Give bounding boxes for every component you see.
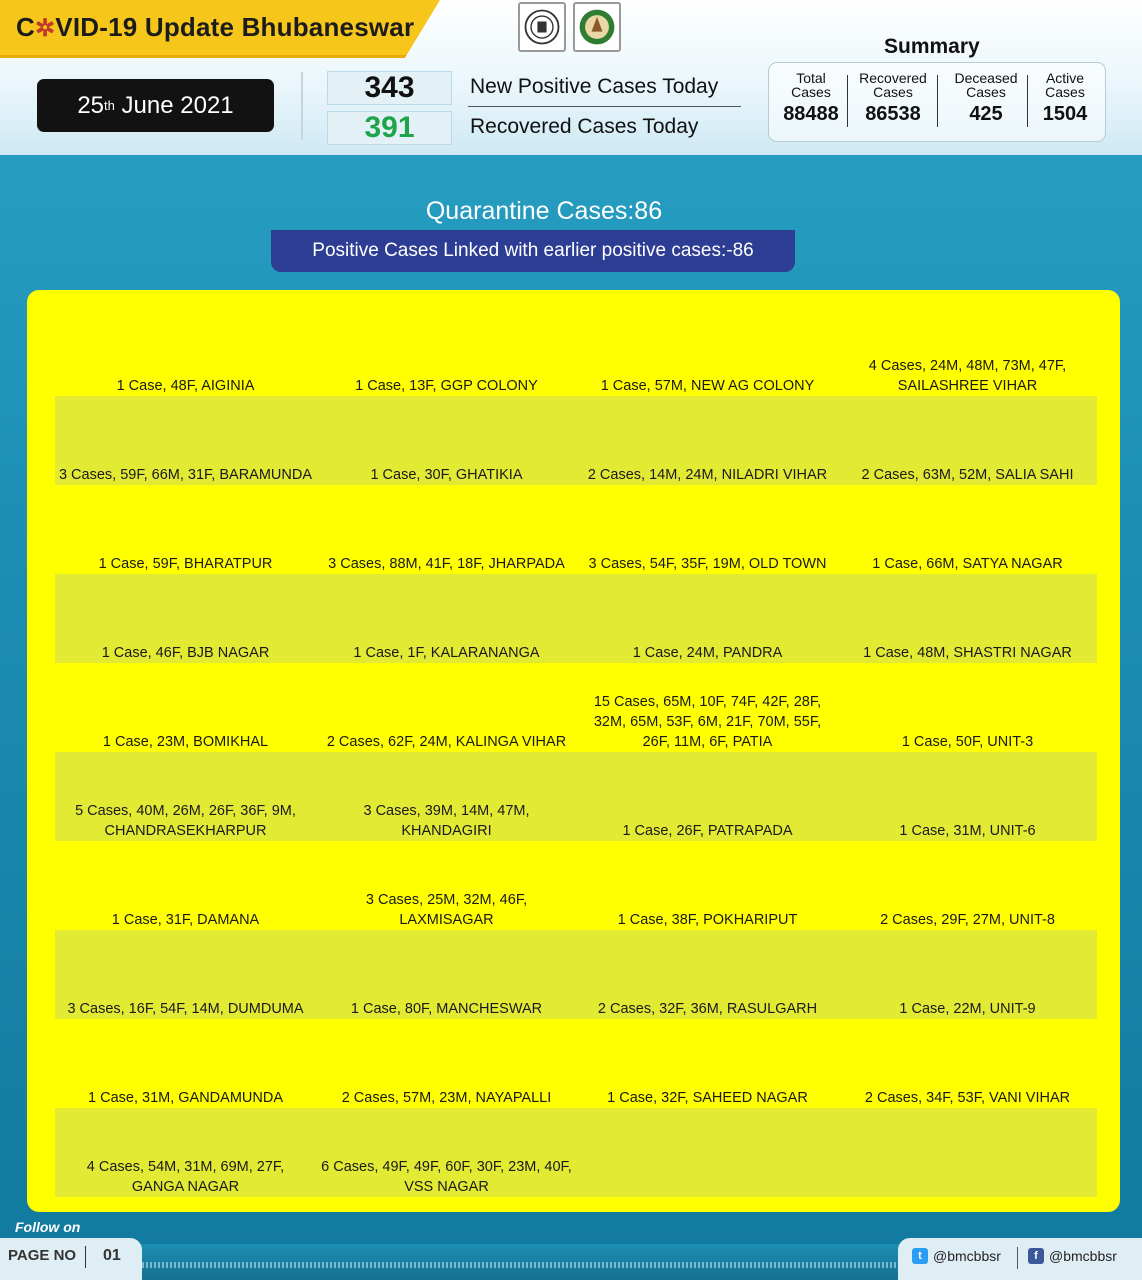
case-cell: 1 Case, 26F, PATRAPADA [577, 752, 838, 841]
case-cell: 2 Cases, 63M, 52M, SALIA SAHI [838, 396, 1097, 485]
case-cell: 5 Cases, 40M, 26M, 26F, 36F, 9M, CHANDRASEKHARPUR [55, 752, 316, 841]
case-cell: 1 Case, 80F, MANCHESWAR [316, 930, 577, 1019]
summary-recovered-value: 86538 [865, 103, 921, 125]
summary-recovered [852, 71, 934, 126]
cases-grid [55, 307, 1097, 1197]
case-cell: 4 Cases, 24M, 48M, 73M, 47F, SAILASHREE VIHAR [868, 358, 1067, 394]
footer-dotted-line [138, 1262, 908, 1268]
case-cell: 2 Cases, 32F, 36M, RASULGARH [577, 930, 838, 1019]
facebook-link[interactable] [1028, 1248, 1117, 1264]
summary-deceased-value: 425 [969, 103, 1003, 125]
case-cell: 1 Case, 30F, GHATIKIA [316, 396, 577, 485]
label-divider [468, 106, 741, 107]
case-cell: 1 Case, 48M, SHASTRI NAGAR [838, 574, 1097, 663]
linked-cases-heading: Positive Cases Linked with earlier positive cases:-86 [271, 230, 795, 272]
recovered-today-count: 391 [327, 111, 452, 145]
case-cell: 2 Cases, 29F, 27M, UNIT-8 [880, 912, 1055, 928]
case-cell: 1 Case, 31M, GANDAMUNDA [88, 1090, 283, 1106]
facebook-handle: @bmcbbsr [1049, 1248, 1117, 1264]
case-cell: 1 Case, 66M, SATYA NAGAR [872, 556, 1063, 572]
summary-active-value: 1504 [1042, 103, 1088, 125]
divider [301, 72, 303, 140]
case-cell: 3 Cases, 25M, 32M, 46F, LAXMISAGAR [365, 892, 528, 928]
title-prefix: C [16, 12, 35, 42]
case-cell: 1 Case, 57M, NEW AG COLONY [600, 378, 815, 394]
case-cell: 3 Cases, 54F, 35F, 19M, OLD TOWN [588, 556, 827, 572]
summary-deceased-label: Deceased Cases [954, 70, 1018, 100]
summary-deceased [943, 71, 1029, 126]
summary-recovered-label: Recovered Cases [859, 70, 927, 100]
case-cell: 1 Case, 24M, PANDRA [577, 574, 838, 663]
case-cell: 3 Cases, 59F, 66M, 31F, BARAMUNDA [55, 396, 316, 485]
social-links [898, 1238, 1142, 1280]
case-cell: 1 Case, 31F, DAMANA [111, 912, 260, 928]
case-cell: 6 Cases, 49F, 49F, 60F, 30F, 23M, 40F, VSS NAGAR [316, 1108, 577, 1197]
summary-separator [937, 75, 938, 127]
twitter-icon: t [912, 1248, 928, 1264]
case-cell: 3 Cases, 88M, 41F, 18F, JHARPADA [328, 556, 565, 572]
case-cell: 15 Cases, 65M, 10F, 74F, 42F, 28F, 32M, 65M, 53F, 6M, 21F, 70M, 55F, 26F, 11M, 6F, PATIA [593, 694, 822, 750]
date-suffix: th [104, 98, 115, 113]
case-cell: 3 Cases, 39M, 14M, 47M, KHANDAGIRI [316, 752, 577, 841]
social-separator [1017, 1247, 1018, 1269]
case-cell: 1 Case, 46F, BJB NAGAR [55, 574, 316, 663]
summary-total-value: 88488 [783, 103, 839, 125]
bmc-logo-icon [573, 2, 621, 52]
odisha-govt-logo-icon [518, 2, 566, 52]
date-day: 25 [77, 91, 105, 119]
case-cell: 1 Case, 13F, GGP COLONY [355, 378, 538, 394]
case-cell: 4 Cases, 54M, 31M, 69M, 27F, GANGA NAGAR [55, 1108, 316, 1197]
case-cell: 1 Case, 22M, UNIT-9 [838, 930, 1097, 1019]
summary-separator [847, 75, 848, 127]
date-badge [37, 79, 274, 132]
page-label: PAGE NO [8, 1247, 77, 1264]
quarantine-heading: Quarantine Cases:86 [425, 197, 663, 225]
page-title [16, 12, 414, 43]
case-cell: 2 Cases, 14M, 24M, NILADRI VIHAR [577, 396, 838, 485]
case-cell: 2 Cases, 62F, 24M, KALINGA VIHAR [326, 734, 567, 750]
case-cell: 1 Case, 32F, SAHEED NAGAR [607, 1090, 808, 1106]
case-cell: 3 Cases, 16F, 54F, 14M, DUMDUMA [55, 930, 316, 1019]
summary-active [1033, 71, 1097, 126]
twitter-handle: @bmcbbsr [933, 1248, 1001, 1264]
summary-total-label: Total Cases [791, 70, 831, 100]
case-cell: 1 Case, 59F, BHARATPUR [98, 556, 273, 572]
case-cell: 2 Cases, 57M, 23M, NAYAPALLI [341, 1090, 552, 1106]
page-separator [85, 1246, 86, 1268]
case-cell: 1 Case, 23M, BOMIKHAL [102, 734, 269, 750]
case-cell: 1 Case, 48F, AIGINIA [116, 378, 255, 394]
date-rest: June 2021 [114, 91, 234, 119]
summary-active-label: Active Cases [1045, 70, 1085, 100]
summary-title: Summary [884, 35, 980, 58]
header [0, 0, 1142, 155]
recovered-today-label: Recovered Cases Today [470, 115, 699, 138]
title-suffix: VID-19 Update Bhubaneswar [55, 12, 415, 42]
case-cell [577, 1108, 838, 1197]
twitter-link[interactable] [912, 1248, 1001, 1264]
summary-box [768, 62, 1106, 142]
summary-separator [1027, 75, 1028, 127]
page-number-box [0, 1238, 142, 1280]
new-positive-label: New Positive Cases Today [470, 75, 719, 98]
case-cell: 2 Cases, 34F, 53F, VANI VIHAR [864, 1090, 1071, 1106]
case-cell: 1 Case, 50F, UNIT-3 [901, 734, 1034, 750]
new-positive-count: 343 [327, 71, 452, 105]
follow-label: Follow on [15, 1219, 81, 1235]
facebook-icon: f [1028, 1248, 1044, 1264]
case-cell: 1 Case, 38F, POKHARIPUT [617, 912, 798, 928]
case-cell [838, 1108, 1097, 1197]
page-number: 01 [103, 1247, 121, 1264]
case-cell: 1 Case, 31M, UNIT-6 [838, 752, 1097, 841]
virus-icon: ✲ [34, 15, 56, 42]
summary-total [779, 71, 843, 126]
case-cell: 1 Case, 1F, KALARANANGA [316, 574, 577, 663]
